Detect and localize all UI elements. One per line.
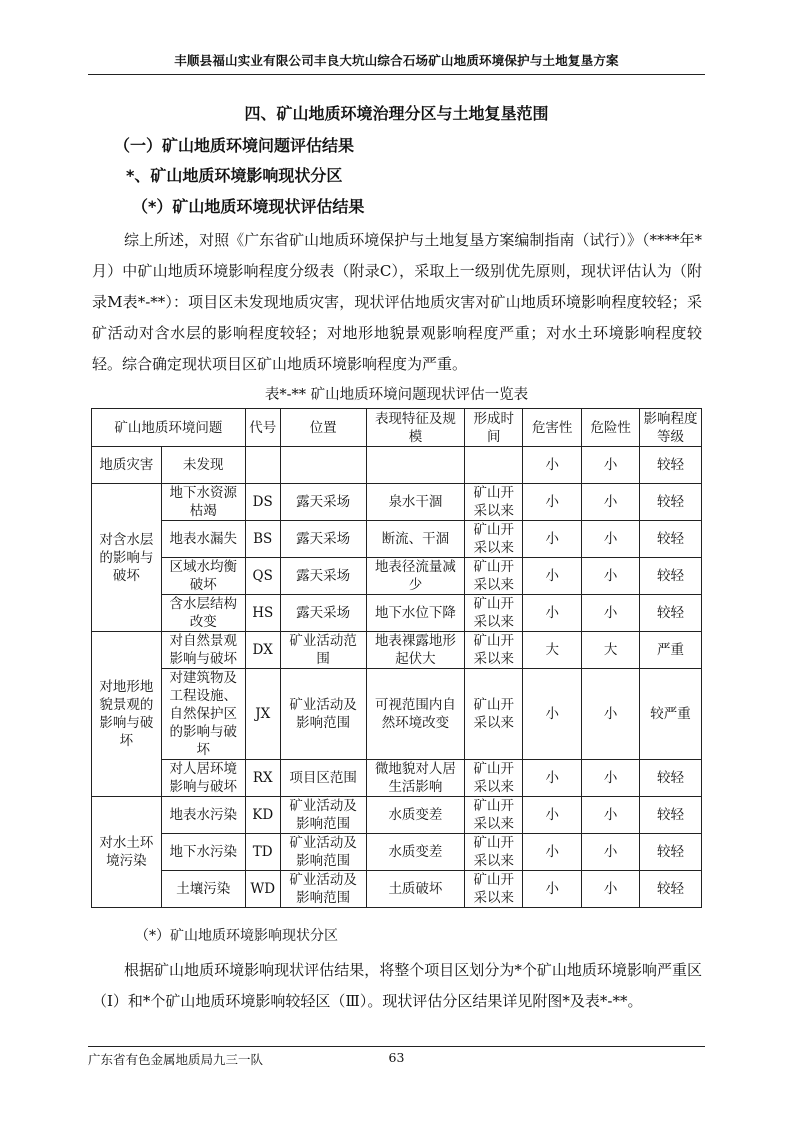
issue-cell: 地表水污染 [161, 797, 245, 834]
harm-cell: 小 [523, 595, 582, 632]
table-row [92, 632, 702, 669]
issue-cell: 对建筑物及工程设施、自然保护区的影响与破坏 [161, 669, 245, 760]
harm-cell: 小 [523, 834, 582, 871]
level-cell: 较轻 [640, 871, 702, 908]
harm-cell: 小 [523, 484, 582, 521]
level-cell: 较轻 [640, 558, 702, 595]
danger-cell: 小 [582, 558, 640, 595]
category-cell: 对含水层的影响与破坏 [92, 484, 162, 632]
issue-cell: 土壤污染 [161, 871, 245, 908]
table-row [92, 484, 702, 521]
code-cell: QS [245, 558, 280, 595]
location-cell: 矿业活动及影响范围 [280, 871, 366, 908]
feature-cell: 水质变差 [366, 834, 465, 871]
feature-cell: 可视范围内自然环境改变 [366, 669, 465, 760]
table-row [92, 760, 702, 797]
section-heading: 四、矿山地质环境治理分区与土地复垦范围 [244, 104, 549, 123]
feature-cell: 水质变差 [366, 797, 465, 834]
level-cell: 较轻 [640, 521, 702, 558]
code-cell: RX [245, 760, 280, 797]
page-number: 63 [388, 1050, 405, 1065]
time-cell: 矿山开采以来 [465, 669, 523, 760]
page-header: 丰顺县福山实业有限公司丰良大坑山综合石场矿山地质环境保护与土地复垦方案 [88, 48, 705, 75]
feature-cell: 土质破坏 [366, 871, 465, 908]
level-cell: 较严重 [640, 669, 702, 760]
level-cell: 严重 [640, 632, 702, 669]
code-cell [245, 447, 280, 484]
time-cell: 矿山开采以来 [465, 834, 523, 871]
code-cell: TD [245, 834, 280, 871]
harm-cell: 大 [523, 632, 582, 669]
feature-cell: 泉水干涸 [366, 484, 465, 521]
harm-cell: 小 [523, 871, 582, 908]
code-cell: BS [245, 521, 280, 558]
location-cell: 项目区范围 [280, 760, 366, 797]
summary-text: 综上所述，对照《广东省矿山地质环境保护与土地复垦方案编制指南（试行）》（****年*月）中矿山地质环境影响程度分级表（附录C），采取上一级别优先原则，现状评估认为（附录M表*-**）：项目区未发现地质灾害，现状评估地质灾害对矿山地质环境影响程度较轻；采矿活动对含水层的影响程度较轻；对地形地貌景观影响程度严重；对水土环境影响程度较轻。综合确定现状项目区矿山地质环境影响程度为严重。 [92, 231, 702, 373]
issue-cell: 未发现 [161, 447, 245, 484]
level-cell: 较轻 [640, 484, 702, 521]
zoning-paragraph [92, 955, 702, 1017]
harm-cell: 小 [523, 760, 582, 797]
table-row [92, 834, 702, 871]
header-cell: 影响程度等级 [640, 409, 702, 447]
category-cell: 对地形地貌景观的影响与破坏 [92, 632, 162, 797]
code-cell: WD [245, 871, 280, 908]
feature-cell: 地表径流量减少 [366, 558, 465, 595]
time-cell: 矿山开采以来 [465, 632, 523, 669]
header-cell: 危险性 [582, 409, 640, 447]
table-header-row [92, 409, 702, 447]
level-cell: 较轻 [640, 834, 702, 871]
issue-cell: 地下水资源枯竭 [161, 484, 245, 521]
danger-cell: 小 [582, 484, 640, 521]
zoning-text: 根据矿山地质环境影响现状评估结果，将整个项目区划分为*个矿山地质环境影响严重区（Ⅰ）和*个矿山地质环境影响较轻区（Ⅲ）。现状评估分区结果详见附图*及表*-**。 [92, 961, 702, 1010]
zoning-subheading: （*）矿山地质环境影响现状分区 [135, 928, 338, 944]
time-cell: 矿山开采以来 [465, 760, 523, 797]
time-cell: 矿山开采以来 [465, 484, 523, 521]
time-cell: 矿山开采以来 [465, 871, 523, 908]
assessment-table [91, 408, 702, 908]
danger-cell: 大 [582, 632, 640, 669]
table-row [92, 669, 702, 760]
danger-cell: 小 [582, 797, 640, 834]
header-cell: 表现特征及规模 [366, 409, 465, 447]
location-cell: 露天采场 [280, 484, 366, 521]
harm-cell: 小 [523, 447, 582, 484]
location-cell [280, 447, 366, 484]
issue-cell: 对人居环境影响与破坏 [161, 760, 245, 797]
danger-cell: 小 [582, 595, 640, 632]
table-row [92, 797, 702, 834]
issue-cell: 含水层结构改变 [161, 595, 245, 632]
code-cell: JX [245, 669, 280, 760]
feature-cell: 地表裸露地形起伏大 [366, 632, 465, 669]
harm-cell: 小 [523, 558, 582, 595]
harm-cell: 小 [523, 797, 582, 834]
time-cell: 矿山开采以来 [465, 558, 523, 595]
harm-cell: 小 [523, 521, 582, 558]
issue-cell: 地下水污染 [161, 834, 245, 871]
danger-cell: 小 [582, 760, 640, 797]
table-caption: 表*-** 矿山地质环境问题现状评估一览表 [264, 387, 529, 403]
issue-cell: 对自然景观影响与破坏 [161, 632, 245, 669]
header-cell: 形成时间 [465, 409, 523, 447]
time-cell: 矿山开采以来 [465, 797, 523, 834]
danger-cell: 小 [582, 447, 640, 484]
code-cell: DS [245, 484, 280, 521]
header-cell: 矿山地质环境问题 [92, 409, 246, 447]
level-cell: 较轻 [640, 447, 702, 484]
time-cell: 矿山开采以来 [465, 521, 523, 558]
subsection-heading: （一）矿山地质环境问题评估结果 [114, 136, 355, 155]
location-cell: 矿业活动及影响范围 [280, 834, 366, 871]
table-row [92, 558, 702, 595]
danger-cell: 小 [582, 669, 640, 760]
item-heading: （*）矿山地质环境现状评估结果 [132, 197, 365, 216]
feature-cell: 地下水位下降 [366, 595, 465, 632]
issue-cell: 地表水漏失 [161, 521, 245, 558]
location-cell: 矿业活动及影响范围 [280, 669, 366, 760]
category-cell: 地质灾害 [92, 447, 162, 484]
page-footer [88, 1046, 705, 1069]
location-cell: 露天采场 [280, 521, 366, 558]
header-cell: 位置 [280, 409, 366, 447]
header-cell: 危害性 [523, 409, 582, 447]
code-cell: HS [245, 595, 280, 632]
issue-cell: 区域水均衡破坏 [161, 558, 245, 595]
category-cell: 对水土环境污染 [92, 797, 162, 908]
table-row [92, 595, 702, 632]
table-row [92, 447, 702, 484]
header-cell: 代号 [245, 409, 280, 447]
code-cell: KD [245, 797, 280, 834]
level-cell: 较轻 [640, 797, 702, 834]
footer-organization: 广东省有色金属地质局九三一队 [88, 1052, 264, 1067]
time-cell [465, 447, 523, 484]
feature-cell: 断流、干涸 [366, 521, 465, 558]
level-cell: 较轻 [640, 760, 702, 797]
danger-cell: 小 [582, 834, 640, 871]
time-cell: 矿山开采以来 [465, 595, 523, 632]
level-cell: 较轻 [640, 595, 702, 632]
table-row [92, 871, 702, 908]
location-cell: 矿业活动及影响范围 [280, 797, 366, 834]
feature-cell: 微地貌对人居生活影响 [366, 760, 465, 797]
table-row [92, 521, 702, 558]
summary-paragraph [92, 225, 702, 380]
danger-cell: 小 [582, 521, 640, 558]
subsubsection-heading: *、矿山地质环境影响现状分区 [126, 166, 343, 185]
harm-cell: 小 [523, 669, 582, 760]
danger-cell: 小 [582, 871, 640, 908]
code-cell: DX [245, 632, 280, 669]
feature-cell [366, 447, 465, 484]
location-cell: 矿业活动范围 [280, 632, 366, 669]
location-cell: 露天采场 [280, 558, 366, 595]
location-cell: 露天采场 [280, 595, 366, 632]
